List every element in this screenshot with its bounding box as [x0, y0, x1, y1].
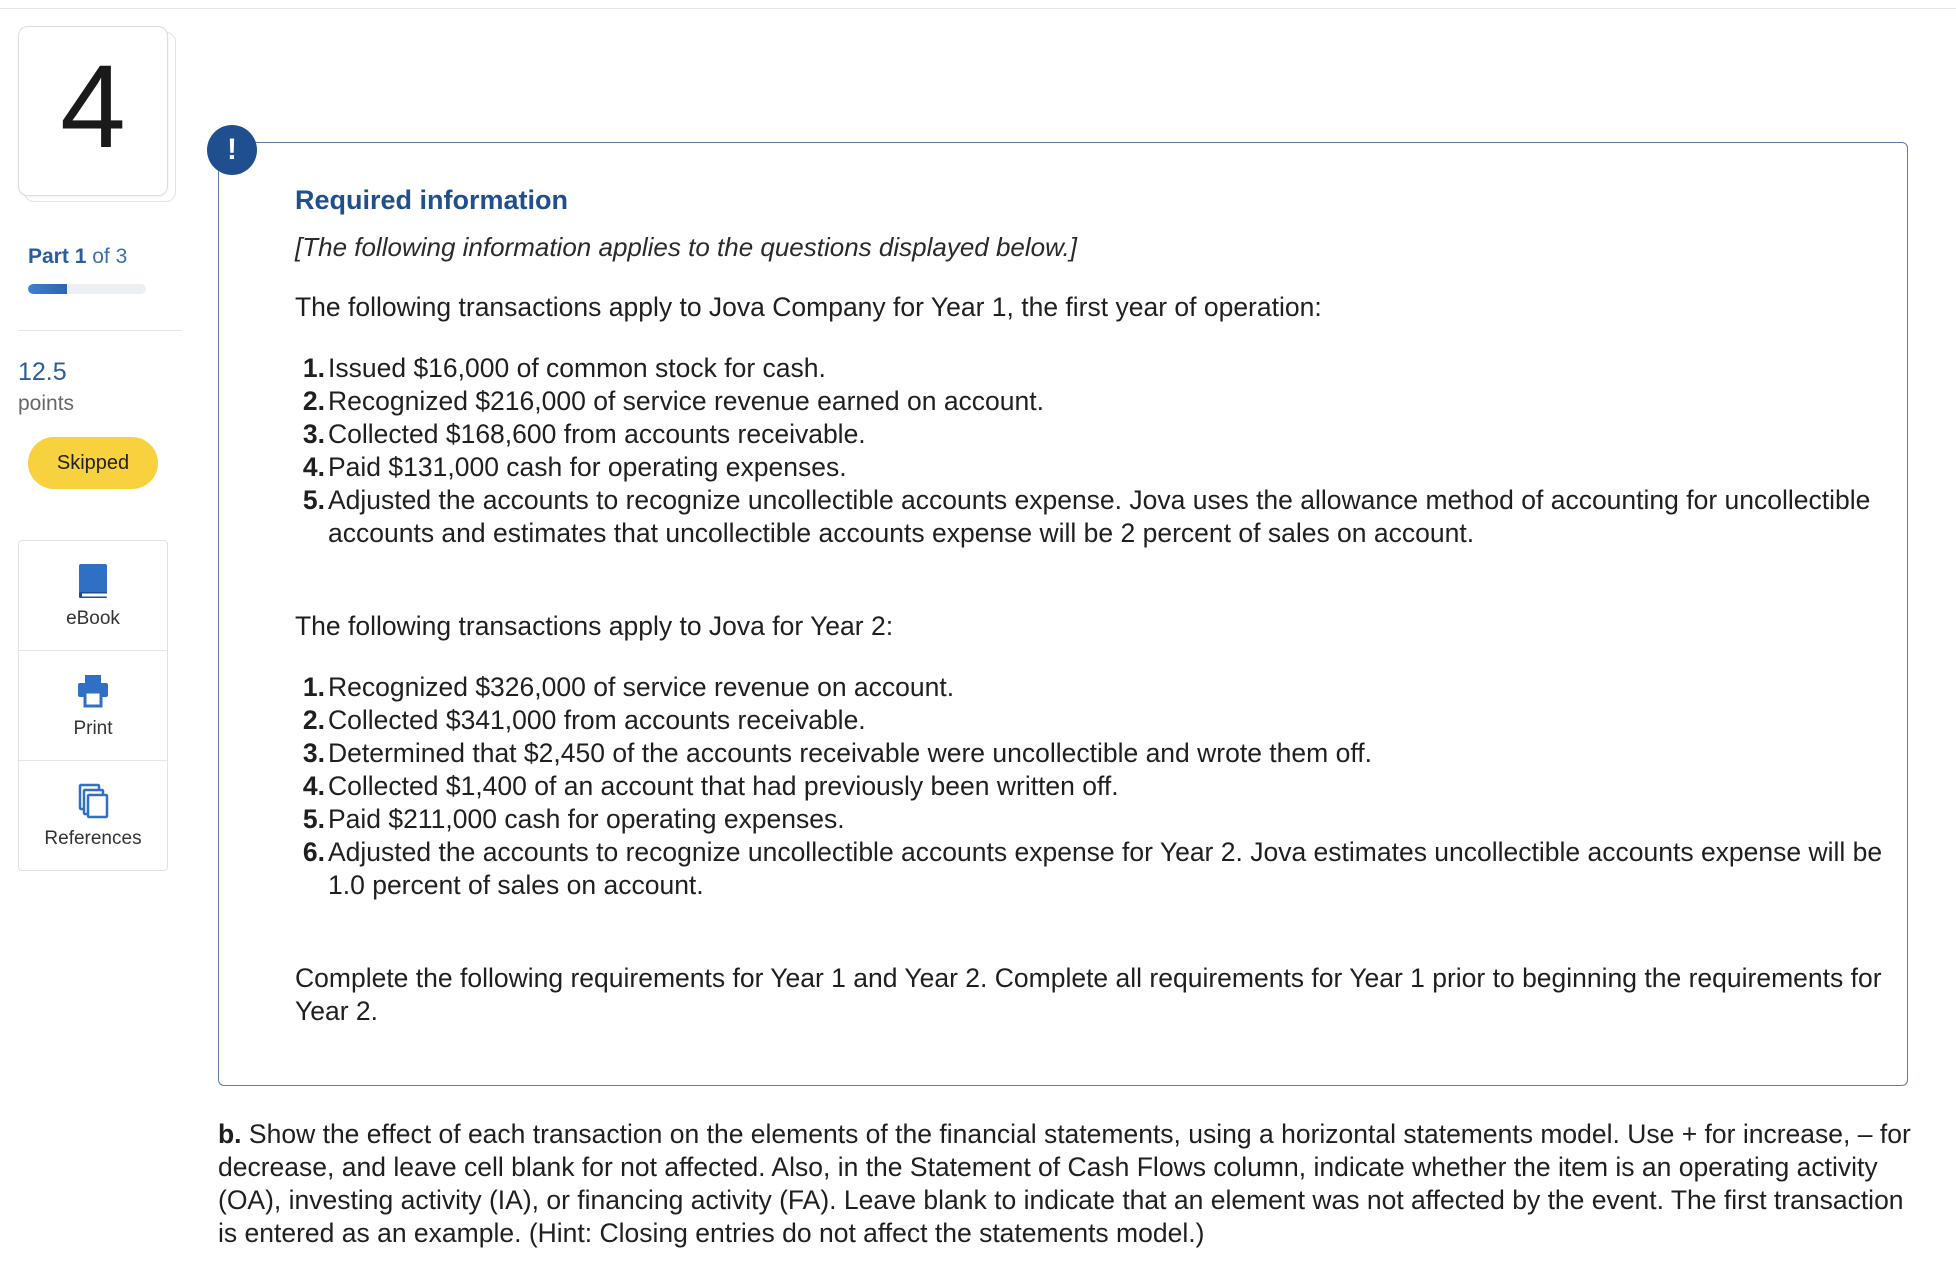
print-button[interactable]	[19, 651, 167, 761]
required-info-box	[218, 142, 1908, 1086]
year1-intro: The following transactions apply to Jova Company for Year 1, the first year of operation:	[295, 292, 1322, 322]
part-progress-fill	[28, 284, 67, 294]
year2-transaction-list	[295, 671, 1885, 902]
applies-note: [The following information applies to the questions displayed below.]	[295, 232, 1077, 262]
references-label: References	[44, 827, 142, 849]
references-button[interactable]	[19, 761, 167, 870]
printer-icon	[76, 672, 110, 710]
part-b-letter: b.	[218, 1119, 242, 1149]
part-current: 1	[74, 245, 87, 268]
part-total: of 3	[92, 245, 128, 268]
list-item: 6. Adjusted the accounts to recognize uncollectible accounts expense for Year 2. Jova estimates uncollectible accounts expense will be 1.0 percent of sales on account.	[302, 837, 1883, 900]
part-indicator	[28, 245, 127, 269]
alert-icon: !	[207, 125, 257, 175]
rail-divider	[18, 330, 182, 331]
list-item: 2. Collected $341,000 from accounts receivable.	[302, 705, 866, 735]
list-item: 2. Recognized $216,000 of service revenue earned on account.	[302, 386, 1044, 416]
ebook-button[interactable]	[19, 541, 167, 651]
list-item: 5. Paid $211,000 cash for operating expenses.	[302, 804, 845, 834]
list-item: 4. Collected $1,400 of an account that had previously been written off.	[302, 771, 1119, 801]
year1-transaction-list	[295, 352, 1885, 550]
part-progress-bar	[28, 284, 146, 294]
list-item: 1. Issued $16,000 of common stock for cash.	[302, 353, 826, 383]
list-item: 3. Determined that $2,450 of the accounts receivable were uncollectible and wrote them off.	[302, 738, 1372, 768]
book-icon	[76, 562, 110, 600]
list-item: 4. Paid $131,000 cash for operating expenses.	[302, 452, 847, 482]
question-number: 4	[60, 41, 126, 173]
year2-intro: The following transactions apply to Jova for Year 2:	[295, 611, 894, 641]
list-item: 3. Collected $168,600 from accounts receivable.	[302, 419, 866, 449]
print-label: Print	[73, 717, 113, 739]
question-number-card	[18, 26, 168, 196]
required-info-content	[295, 185, 1885, 1028]
tool-panel	[18, 540, 168, 871]
ebook-label: eBook	[66, 607, 120, 629]
list-item: 5. Adjusted the accounts to recognize uncollectible accounts expense. Jova uses the allowance method of accounting for uncollectible accounts and estimates that uncollectible accounts expense will be 2 percent of sales on account.	[302, 485, 1871, 548]
status-badge: Skipped	[28, 437, 158, 489]
points-label: points	[18, 392, 75, 415]
part-b-instructions	[218, 1118, 1918, 1250]
points-value: 12.5	[18, 358, 67, 386]
complete-requirements-note: Complete the following requirements for Year 1 and Year 2. Complete all requirements for Year 1 prior to beginning the requirements for Year 2.	[295, 963, 1882, 1026]
documents-icon	[76, 782, 110, 820]
list-item: 1. Recognized $326,000 of service revenue on account.	[302, 672, 955, 702]
part-b-text: Show the effect of each transaction on the elements of the financial statements, using a horizontal statements model. Use + for increase, – for decrease, and leave cell blank for not affected. Also, in the Statement of Cash Flows column, indicate whether the item is an operating activity (OA), investing activity (IA), or financing activity (FA). Leave blank to indicate that an element was not affected by the event. The first transaction is entered as an example. (Hint: Closing entries do not affect the statements model.)	[218, 1119, 1911, 1248]
top-divider	[0, 8, 1956, 9]
required-info-title: Required information	[295, 185, 569, 215]
part-word: Part	[28, 245, 69, 268]
